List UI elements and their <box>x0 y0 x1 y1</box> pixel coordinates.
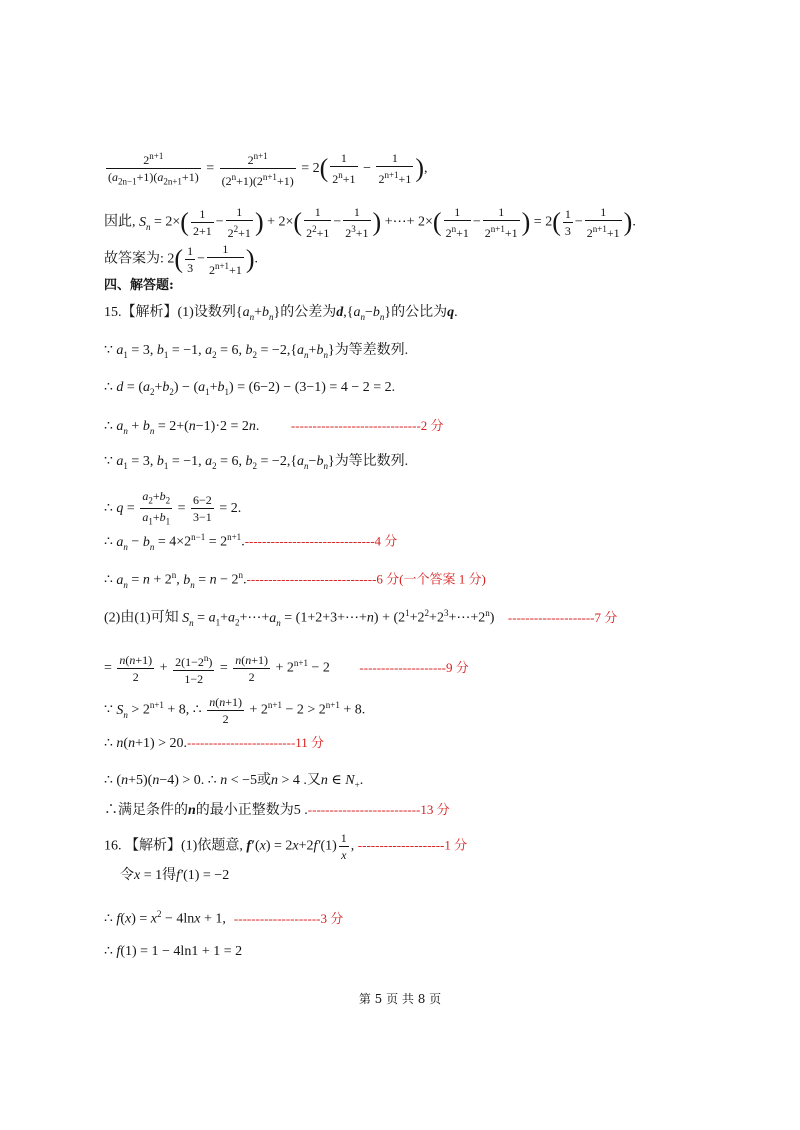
geo-given-line: ∵ $a_1 = 3$, $b_1 = -1$, $a_2 = 6$, $b_2 = -2,\{a_n-b_n\}$为等比数列. <box>104 454 409 471</box>
min-int-label-2: 的最小正整数为 <box>195 803 294 818</box>
conclusion-line: ∴满足条件的n的最小正整数为5 .--------------------------13 分 <box>104 802 450 818</box>
score-13: --------------------------13 分 <box>307 802 450 817</box>
answer-label: 故答案为: <box>104 251 164 267</box>
an-bn-result-line: ∴ $a_n = n + 2^n$, $b_n = n - 2^n.------------------------------6$ 分(一个答案 1 分) <box>104 570 486 590</box>
score-7: --------------------7 分 <box>507 609 618 625</box>
score-q16-3: --------------------3 分 <box>233 910 344 926</box>
arith-text: 为等差数列. <box>334 343 409 358</box>
formula-sn-sum: 因此, $S_n = 2\times$( $\frac{1}{2+1}$ − $\frac{1}{2^2+1}$ ) + 2×( $\frac{1}{2^2+1}$ − $\frac{1}{2^3+1}$ ) +⋯+ 2×( $\frac{1}{2^n+1}$ − $\frac{1}{2^{n+1}+1}$ ) = 2( $\frac{1}{3}$ − $\frac{1}{2^{n+1}+1}$ ). <box>104 205 636 240</box>
formula-telescoping: $\frac{2^{n+1}}{(a_{2n-1}+1)(a_{2n+1}+1)}$ = $\frac{2^{n+1}}{(2^n+1)(2^{n+1}+1)}$ = 2( $\frac{1}{2^n+1}$ − $\frac{1}{2^{n+1}+1}$ ), <box>104 148 428 189</box>
section-heading: 四、解答题: <box>104 278 174 293</box>
f-expr-line: ∴ $f(x) = x^2 - 4\ln x + 1$, --------------------3 分 <box>104 909 344 927</box>
q16-header: 16. 【解析】(1)依题意, f′(x) = 2x+2f′(1) $\frac{1}{x}$ , --------------------1 分 <box>104 831 468 862</box>
d-calc-line: ∴ $d = (a_2+b_2) - (a_1+b_1) = (6-2) - (3-1) = 4 - 2 = 2$. <box>104 380 396 397</box>
n-ineq-line: ∴ n(n+1) > 20.-------------------------11 分 <box>104 735 325 751</box>
part2-label: (2)由(1)可知 <box>104 610 179 626</box>
given-values-line: ∵ $a_1 = 3$, $b_1 = -1$, $a_2 = 6$, $b_2 = -2,\{a_n+b_n\}$为等差数列. <box>104 343 409 360</box>
an-plus-bn-line: ∴ $a_n + b_n = 2+(n-1)\cdot 2 = 2n$. ------------------------------2 分 <box>104 418 444 436</box>
q15-title: 15.【解析】(1)设数列 <box>104 305 236 320</box>
min-int-label: 满足条件的 <box>118 803 188 818</box>
q16-title: 16. 【解析】(1)依题意, <box>104 838 243 854</box>
geo-text: 为等比数列. <box>334 454 409 469</box>
an-minus-bn-line: ∴ $a_n - b_n = 4\times 2^{n-1} = 2^{n+1}.------------------------------4$ 分 <box>104 532 398 552</box>
score-q16-1: --------------------1 分 <box>357 837 468 853</box>
therefore-label: 因此, <box>104 214 136 230</box>
score-11: -------------------------11 分 <box>187 735 325 750</box>
q15-header: 15.【解析】(1)设数列$\{a_n+b_n\}$的公差为$d,\{a_n-b_n\}$的公比为q. <box>104 305 458 322</box>
page-footer: 第 5 页 共 8 页 <box>358 992 442 1006</box>
score-2: ------------------------------2 分 <box>290 418 444 433</box>
part2-sn-line: (2)由(1)可知 $S_n$ = $a_1+a_2+\cdots+a_n$ = (1+2+3+⋯+n) + $(2^1+2^2+2^3+\cdots+2^n)$ --------------------7 分 <box>104 608 618 628</box>
let-x-line: 令x = 1得f′(1) = −2 <box>120 868 230 883</box>
and-also-word: 又 <box>306 773 321 788</box>
q15-comma: , <box>343 305 347 320</box>
inequality-line: ∵ $S_n > 2^{n+1} + 8$, ∴ $\frac{n(n+1)}{2}$ + $2^{n+1} - 2 > 2^{n+1} + 8$. <box>104 695 366 726</box>
let-word: 令 <box>120 868 134 883</box>
or-word: 或 <box>256 773 271 788</box>
factor-line: ∴ (n+5)(n−4) > 0. ∴ n < −5或n > 4 .又n ∈ $N_+$. <box>104 773 364 790</box>
score-6: ------------------------------6 分(一个答案 1 分) <box>246 571 486 587</box>
get-word: 得 <box>162 868 177 883</box>
q15-mid: 的公差为 <box>280 305 337 320</box>
score-9: --------------------9 分 <box>359 659 469 675</box>
answer-line: 故答案为: 2( $\frac{1}{3}$ − $\frac{1}{2^{n+1}+1}$ ). <box>104 242 258 277</box>
score-4: ------------------------------4 分 <box>244 533 398 549</box>
f1-value-line: ∴ f(1) = 1 − 4ln1 + 1 = 2 <box>104 944 243 959</box>
sn-closed-form-line: = $\frac{n(n+1)}{2}$ + $\frac{2(1-2^n)}{1-2}$ = $\frac{n(n+1)}{2}$ + $2^{n+1} - 2$ --------------------9 分 <box>104 650 469 687</box>
q15-end: 的公比为 <box>391 305 448 320</box>
q-calc-line: ∴ q = $\frac{a_2+b_2}{a_1+b_1}$ = $\frac{6-2}{3-1}$ = 2. <box>104 489 242 527</box>
